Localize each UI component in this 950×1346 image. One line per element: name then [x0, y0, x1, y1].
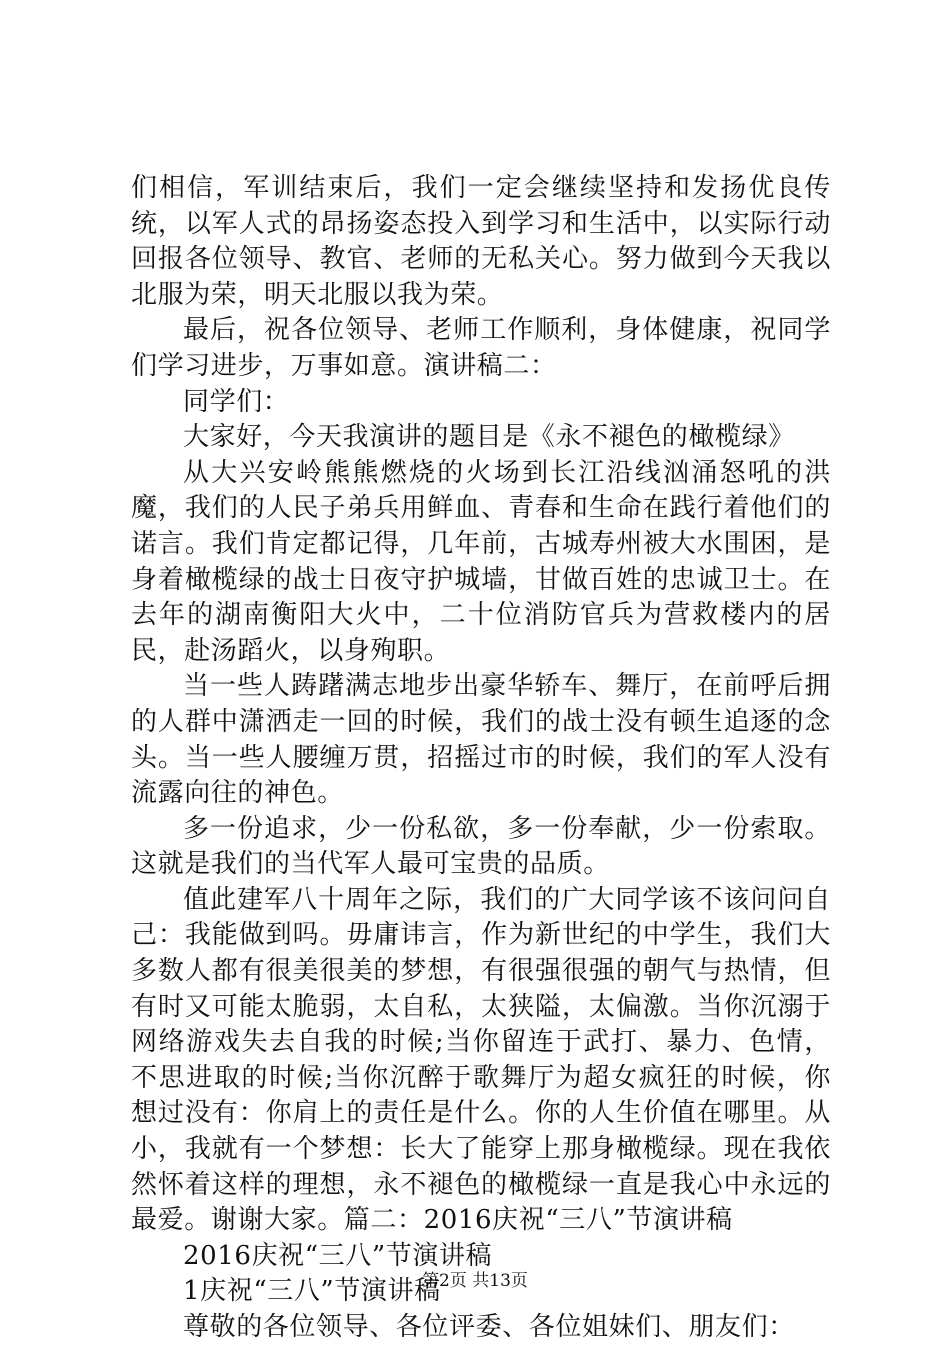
- paragraph-soldiers-contrast: 当一些人踌躇满志地步出豪华轿车、舞厅，在前呼后拥的人群中潇洒走一回的时候，我们的战士没有顿生追逐的念头。当一些人腰缠万贯，招摇过市的时候，我们的军人没有流露向往的神色。: [131, 671, 831, 809]
- paragraph-greeting: 尊敬的各位领导、各位评委、各位姐妹们、朋友们：: [183, 1312, 795, 1342]
- page-footer: 第2页 共13页: [422, 1271, 528, 1291]
- paragraph-closing-wishes: 最后，祝各位领导、老师工作顺利，身体健康，祝同学们学习进步，万事如意。演讲稿二：: [131, 315, 831, 381]
- paragraph-soldiers-sacrifice: 从大兴安岭熊熊燃烧的火场到长江沿线汹涌怒吼的洪魔，我们的人民子弟兵用鲜血、青春和生命在践行着他们的诺言。我们肯定都记得，几年前，古城寿州被大水围困，是身着橄榄绿的战士日夜守护城墙，甘做百姓的忠诚卫士。在去年的湖南衡阳大火中，二十位消防官兵为营救楼内的居民，赴汤蹈火，以身殉职。: [131, 457, 831, 666]
- paragraph-speech-title: 大家好，今天我演讲的题目是《永不褪色的橄榄绿》: [183, 422, 795, 453]
- paragraph-continuation: 们相信，军训结束后，我们一定会继续坚持和发扬优良传统，以军人式的昂扬姿态投入到学习和生活中，以实际行动回报各位领导、教官、老师的无私关心。努力做到今天我以北服为荣，明天北服以我为荣。: [131, 173, 831, 310]
- paragraph-salutation: 同学们：: [183, 386, 290, 417]
- paragraph-soldiers-quality: 多一份追求，少一份私欲，多一份奉献，少一份索取。这就是我们的当代军人最可宝贵的品质。: [131, 813, 831, 880]
- paragraph-anniversary-reflection: 值此建军八十周年之际，我们的广大同学该不该问问自己：我能做到吗。毋庸讳言，作为新世纪的中学生，我们大多数人都有很美很美的梦想，有很强很强的朝气与热情，但有时又可能太脆弱，太自私，太狭隘，太偏激。当你沉溺于网络游戏失去自我的时候;当你留连于武打、暴力、色情，不思进取的时候;当你沉醉于歌舞厅为超女疯狂的时候，你想过没有：你肩上的责任是什么。你的人生价值在哪里。从小，我就有一个梦想：长大了能穿上那身橄榄绿。现在我依然怀着这样的理想，永不褪色的橄榄绿一直是我心中永远的最爱。谢谢大家。篇二：2016庆祝“三八”节演讲稿: [131, 884, 831, 1236]
- paragraph-subheading: 1庆祝“三八”节演讲稿: [183, 1276, 441, 1307]
- document-body: [131, 171, 831, 1346]
- paragraph-section-heading: 2016庆祝“三八”节演讲稿: [183, 1240, 493, 1271]
